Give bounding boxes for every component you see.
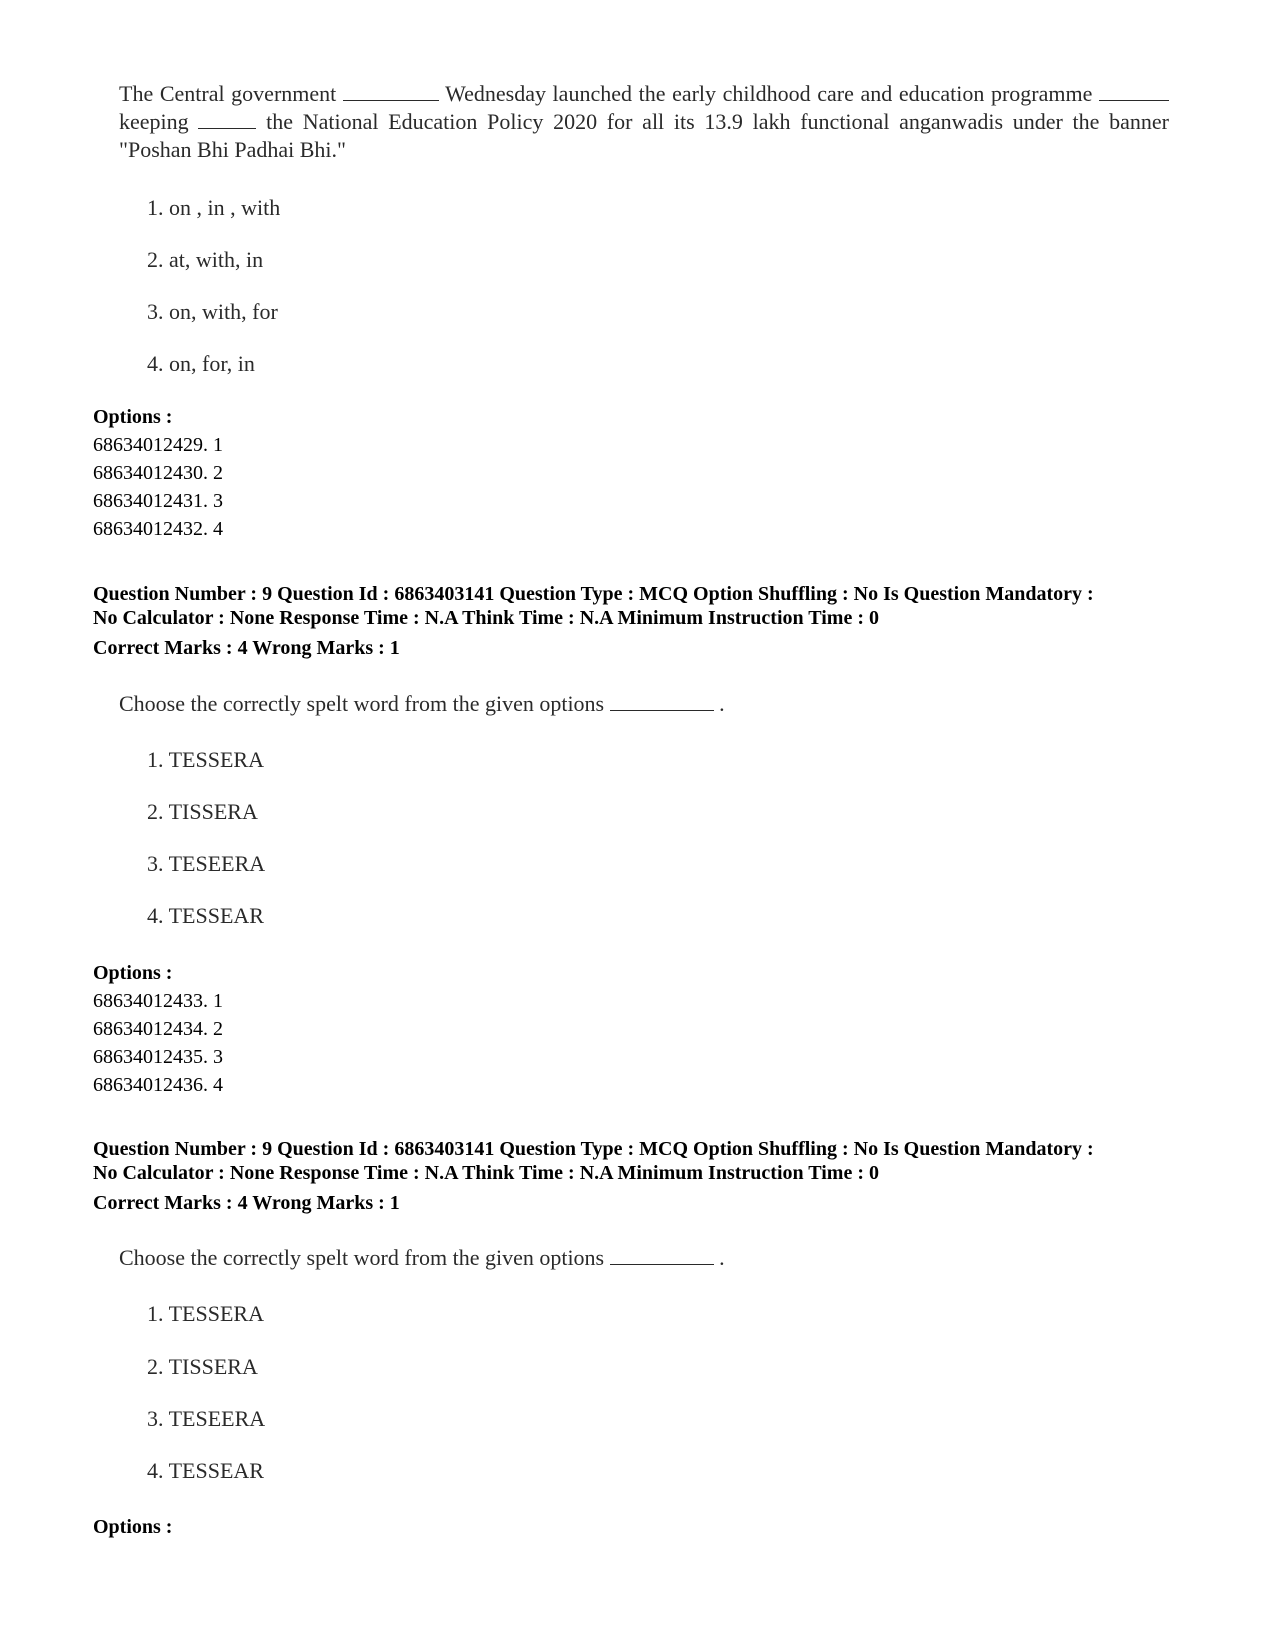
q8-stem-part2: Wednesday launched the early childhood care and education programme: [445, 81, 1093, 106]
q8-options-label: Options :: [93, 406, 173, 428]
q9a-stem-text: Choose the correctly spelt word from the given options: [119, 691, 605, 716]
q8-option-3: 68634012431. 3: [93, 490, 223, 512]
q9b-meta-line-1: Question Number : 9 Question Id : 6863403141 Question Type : MCQ Option Shuffling : No Is Question Mandatory :: [93, 1138, 1094, 1160]
q8-blank-3: [198, 108, 256, 129]
q9b-blank: [610, 1244, 714, 1265]
q9b-marks: Correct Marks : 4 Wrong Marks : 1: [93, 1192, 400, 1214]
q9b-options-label: Options :: [93, 1516, 173, 1538]
q9a-choice-2: 2. TISSERA: [147, 799, 258, 824]
q9a-choice-1: 1. TESSERA: [147, 747, 264, 772]
q9b-choice-4: 4. TESSEAR: [147, 1458, 264, 1483]
q9a-option-1: 68634012433. 1: [93, 990, 223, 1012]
q9b-choice-2: 2. TISSERA: [147, 1354, 258, 1379]
q9b-stem-end: .: [719, 1245, 725, 1270]
q9a-blank: [610, 690, 714, 711]
q9a-option-2: 68634012434. 2: [93, 1018, 223, 1040]
q9b-choice-3: 3. TESEERA: [147, 1406, 266, 1431]
q9a-options-label: Options :: [93, 962, 173, 984]
q8-stem-part1: The Central government: [119, 81, 337, 106]
q9a-option-4: 68634012436. 4: [93, 1074, 223, 1096]
q9b-meta-line-2: No Calculator : None Response Time : N.A Think Time : N.A Minimum Instruction Time : 0: [93, 1162, 879, 1184]
q9a-marks: Correct Marks : 4 Wrong Marks : 1: [93, 637, 400, 659]
q9a-option-3: 68634012435. 3: [93, 1046, 223, 1068]
q8-option-4: 68634012432. 4: [93, 518, 223, 540]
q9a-meta-line-1: Question Number : 9 Question Id : 6863403141 Question Type : MCQ Option Shuffling : No Is Question Mandatory :: [93, 583, 1094, 605]
q9a-meta-line-2: No Calculator : None Response Time : N.A Think Time : N.A Minimum Instruction Time : 0: [93, 607, 879, 629]
q8-choice-4: 4. on, for, in: [147, 351, 255, 376]
q9a-choice-4: 4. TESSEAR: [147, 903, 264, 928]
q8-option-2: 68634012430. 2: [93, 462, 223, 484]
q8-option-1: 68634012429. 1: [93, 434, 223, 456]
q8-blank-2: [1099, 80, 1169, 101]
q8-choice-2: 2. at, with, in: [147, 247, 264, 272]
q8-stem-part4: the National Education Policy 2020 for all its 13.9 lakh functional anganwadis under the banner "Poshan Bhi Padhai Bhi.": [119, 109, 1170, 162]
q9a-stem-end: .: [719, 691, 725, 716]
q8-stem: [119, 80, 1169, 164]
q9a-stem: [119, 690, 1169, 718]
q8-choice-3: 3. on, with, for: [147, 299, 278, 324]
q9a-choice-3: 3. TESEERA: [147, 851, 266, 876]
q9b-stem-text: Choose the correctly spelt word from the given options: [119, 1245, 605, 1270]
q8-blank-1: [343, 80, 439, 101]
q8-stem-part3: keeping: [119, 109, 189, 134]
q9b-choice-1: 1. TESSERA: [147, 1301, 264, 1326]
q8-choice-1: 1. on , in , with: [147, 195, 281, 220]
q9b-stem: [119, 1244, 1169, 1272]
